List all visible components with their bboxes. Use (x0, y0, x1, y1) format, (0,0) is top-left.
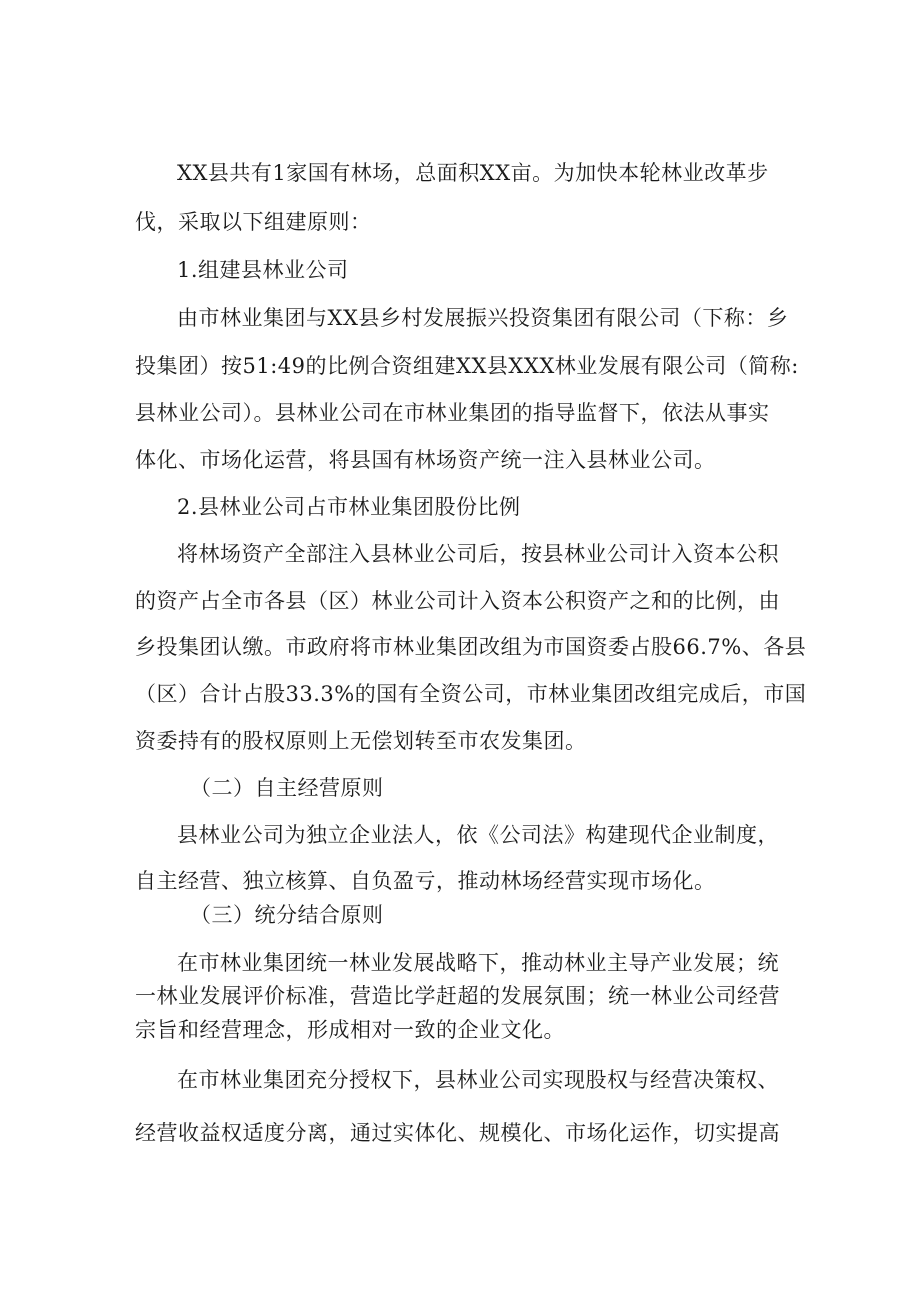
paragraph-3-line-1: 县林业公司为独立企业法人，依《公司法》构建现代企业制度， (177, 823, 779, 847)
paragraph-1-line-3: 县林业公司）。县林业公司在市林业集团的指导监督下，依法从事实 (135, 401, 770, 425)
paragraph-4-line-2: 一林业发展评价标准，营造比学赶超的发展氛围；统一林业公司经营 (135, 984, 780, 1008)
section-heading-3: （二）自主经营原则 (190, 776, 384, 800)
paragraph-4-line-3: 宗旨和经营理念，形成相对一致的企业文化。 (135, 1018, 565, 1042)
paragraph-2-line-3: 乡投集团认缴。市政府将市林业集团改组为市国资委占股66.7%、各县 (135, 635, 807, 659)
intro-line-2: 伐，采取以下组建原则： (135, 210, 372, 234)
paragraph-1-line-2: 投集团）按51:49的比例合资组建XX县XXX林业发展有限公司（简称: (135, 354, 799, 378)
paragraph-5-line-1: 在市林业集团充分授权下，县林业公司实现股权与经营决策权、 (177, 1068, 779, 1092)
section-heading-1: 1.组建县林业公司 (177, 258, 349, 282)
intro-line-1: XX县共有1家国有林场，总面积XX亩。为加快本轮林业改革步 (177, 161, 769, 185)
paragraph-2-line-2: 的资产占全市各县（区）林业公司计入资本公积资产之和的比例，由 (135, 589, 780, 613)
paragraph-1-line-4: 体化、市场化运营，将县国有林场资产统一注入县林业公司。 (135, 448, 716, 472)
paragraph-2-line-1: 将林场资产全部注入县林业公司后，按县林业公司计入资本公积 (177, 542, 779, 566)
section-heading-4: （三）统分结合原则 (190, 903, 384, 927)
section-heading-2: 2.县林业公司占市林业集团股份比例 (177, 495, 521, 519)
paragraph-2-line-5: 资委持有的股权原则上无偿划转至市农发集团。 (135, 729, 587, 753)
paragraph-2-line-4: （区）合计占股33.3%的国有全资公司，市林业集团改组完成后，市国 (135, 682, 807, 706)
paragraph-4-line-1: 在市林业集团统一林业发展战略下，推动林业主导产业发展；统 (177, 951, 779, 975)
paragraph-3-line-2: 自主经营、独立核算、自负盈亏，推动林场经营实现市场化。 (135, 869, 716, 893)
paragraph-1-line-1: 由市林业集团与XX县乡村发展振兴投资集团有限公司（下称：乡 (177, 306, 789, 330)
paragraph-5-line-2: 经营收益权适度分离，通过实体化、规模化、市场化运作，切实提高 (135, 1121, 780, 1145)
